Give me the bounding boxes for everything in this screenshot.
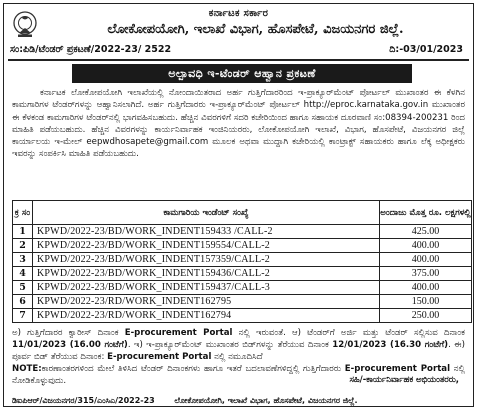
header-amount: ಅಂದಾಜು ಮೊತ್ತ ರೂ. ಲಕ್ಷಗಳಲ್ಲಿ [380, 201, 472, 225]
intro-text: ಕರ್ನಾಟಕ ಲೋಕೋಪಯೋಗಿ ಇಲಾಖೆಯಲ್ಲಿ ನೋಂದಾಯಿತರಾದ ಅರ್ಹ ಗುತ್ತಿಗೆದಾರರಿಂದ ಇ-ಪ್ರಾಕ್ಯೂರ್‌ಮೆಂಟ್ ಪೋರ್ಟಲ್ ಮುಖಾಂತರ ಈ ಕೆಳಗಿನ ಕಾಮಗಾರಿಗಳ ಟೆಂಡರ್‌ಗಳನ್ನು ಆಹ್ವಾನಿಸಲಾಗಿದೆ. ಅರ್ಹ ಗುತ್ತಿಗೆದಾರರು ಇ-ಪ್ರಾಕ್ಯೂರ್‌ಮೆಂಟ್ ಪೋರ್ಟಲ್ http://eproc.karnataka.gov.in ಮುಖಾಂತರ ಈ ಕೆಳಕಂಡ ಕಾಮಗಾರಿಗಳ ಟೆಂಡರ್‌ನಲ್ಲಿ ಭಾಗವಹಿಸಬಹುದು. ಹೆಚ್ಚಿನ ವಿವರಗಳಿಗೆ ಸದರಿ ಕಚೇರಿಯಿಂದ ಹಾಗೂ ಸಹಾಯಕ ದೂರವಾಣಿ ಸಂ:08394-200231 ರಿಂದ ಮಾಹಿತಿ ಪಡೆಯಬಹುದು. ಹೆಚ್ಚಿನ ವಿವರಗಳನ್ನು ಕಾರ್ಯನಿರ್ವಾಹಕ ಇಂಜಿನಿಯರರು, ಲೋಕೋಪಯೋಗಿ ಇಲಾಖೆ, ವಿಭಾಗ, ಹೊಸಪೇಟೆ, ವಿಜಯನಗರ ಜಿಲ್ಲೆ ಕಾರ್ಯಾಲಯ ಇ-ಮೇಲ್ eepwdhosapete@gmail.com ಮೂಲಕ ಅಥವಾ ಮುದ್ದಾಗಿ ಕಚೇರಿಯಲ್ಲಿ ಕಾಂಟ್ರಾಕ್ಟ್ ಸಹಾಯಕರು ಹಾಗೂ ಲೆಕ್ಕ ಅಧೀಕ್ಷಕರು ಇವರನ್ನು ಸಂಪರ್ಕಿಸಿ ಮಾಹಿತಿ ಪಡೆಯಬಹುದು. [12, 88, 465, 160]
row-indent: KPWD/2022-23/BD/WORK_INDENT159436/CALL-2 [33, 267, 380, 281]
note-segment: . ಇ) ಇ-ಪ್ರಾಕ್ಯೂರ್‌ಮೆಂಟ್ ಮುಖಾಂತರ ಬಿಡ್‌ಗಳನ್ನು ತೆರೆಯುವ ದಿನಾಂಕ [127, 340, 333, 350]
note-segment: ನಲ್ಲಿ ನಮೂದಿಸಿದೆ [211, 352, 263, 362]
row-amount: 400.00 [380, 239, 472, 253]
table-row [13, 295, 472, 309]
row-amount: 400.00 [380, 253, 472, 267]
header-work: ಕಾಮಗಾರಿಯ ಇಂಡೆಂಟ್ ಸಂಖ್ಯೆ [33, 201, 380, 225]
tender-notice [3, 3, 474, 407]
row-indent: KPWD/2022-23/BD/WORK_INDENT159437/CALL-3 [33, 281, 380, 295]
table-row [13, 309, 472, 323]
note-segment: ನಲ್ಲಿ ಇರುವಂತೆ. ಆ) ಟೆಂಡರ್‌ಗೆ ಅರ್ಜಿ ಮತ್ತು ಟೆಂಡರ್ ಸಲ್ಲಿಸುವ ದಿನಾಂಕ [232, 328, 465, 338]
department-title: ಲೋಕೋಪಯೋಗಿ, ಇಲಾಖೆ ವಿಭಾಗ, ಹೊಸಪೇಟೆ, ವಿಜಯನಗರ ಜಿಲ್ಲೆ. [107, 22, 404, 37]
note-segment: ಅ) ಗುತ್ತಿಗೆದಾರರ ಕ್ವಾರೀಸ್ ದಿನಾಂಕ [12, 328, 125, 338]
works-table [12, 200, 472, 323]
government-title: ಕರ್ನಾಟಕ ಸರ್ಕಾರ [208, 8, 269, 19]
submission-date: 11/01/2023 [12, 340, 67, 350]
table-row [13, 281, 472, 295]
portal-name: E-procurement Portal [107, 352, 212, 362]
row-indent: KPWD/2022-23/RD/WORK_INDENT162794 [33, 309, 380, 323]
opening-time: (16.30 ಗಂಟೆಗೆ) [386, 340, 449, 350]
reference-number: ಸಂ:ಪಿಡಿ/ಟೆಂಡರ್ ಪ್ರಕಟಣೆ/2022-23/ 2522 [10, 44, 172, 55]
row-indent: KPWD/2022-23/BD/WORK_INDENT159554/CALL-2 [33, 239, 380, 253]
signatory-title: ಸಹಿ/-ಕಾರ್ಯನಿರ್ವಾಹಕ ಅಭಿಯಂತರರು, [349, 374, 459, 384]
row-sl: 2 [13, 239, 33, 253]
row-amount: 400.00 [380, 281, 472, 295]
table-header-row [13, 201, 472, 225]
table-row [13, 253, 472, 267]
note-label: NOTE: [12, 364, 42, 374]
opening-date: 12/01/2023 [332, 340, 387, 350]
row-sl: 6 [13, 295, 33, 309]
row-indent: KPWD/2022-23/BD/WORK_INDENT159433 /CALL-2 [33, 225, 380, 239]
portal-name: E-procurement Portal [124, 328, 233, 338]
row-amount: 250.00 [380, 309, 472, 323]
dipr-code: ಡಿಐಪಿಆರ್/ವಿಜಯನಗರ/315/ಎಂಸಿಎ/2022-23 [12, 396, 155, 405]
portal-name: E-procurement Portal [344, 364, 451, 374]
table-row [13, 225, 472, 239]
note-text: ಕಾರಣಾಂತರಗಳಿಂದ ಮೇಲೆ ತಿಳಿಸಿದ ಟೆಂಡರ್ ದಿನಾಂಕಗಳು ಹಾಗೂ ಇತರೆ ಬದಲಾವಣೆಗಳಿದ್ದಲ್ಲಿ ಗುತ್ತಿಗೆದಾರರು [41, 364, 345, 374]
row-sl: 7 [13, 309, 33, 323]
footer-row [12, 396, 465, 406]
table-row [13, 239, 472, 253]
header-divider [8, 59, 469, 61]
intro-paragraph [12, 87, 465, 161]
row-sl: 3 [13, 253, 33, 267]
notice-date: ದಿ:-03/01/2023 [389, 44, 463, 55]
row-amount: 425.00 [380, 225, 472, 239]
row-indent: KPWD/2022-23/RD/WORK_INDENT162795 [33, 295, 380, 309]
footer-office: ಲೋಕೋಪಯೋಗಿ, ಇಲಾಖೆ ವಿಭಾಗ, ಹೊಸಪೇಟೆ, ವಿಜಯನಗರ ಜಿಲ್ಲೆ. [174, 396, 358, 405]
submission-time: (16.00 ಗಂಟೆಗೆ) [66, 340, 128, 350]
signature-block [199, 374, 459, 385]
schedule-text [12, 327, 465, 363]
note-text: ನಲ್ಲಿ ನೋಡಿಕೊಳ್ಳುವುದು. [12, 364, 465, 386]
row-sl: 4 [13, 267, 33, 281]
row-amount: 375.00 [380, 267, 472, 281]
notice-banner: ಅಲ್ಪಾವಧಿ ಇ-ಟೆಂಡರ್ ಆಹ್ವಾನ ಪ್ರಕಟಣೆ [72, 64, 412, 83]
reference-row [10, 44, 467, 58]
row-amount: 150.00 [380, 295, 472, 309]
row-sl: 1 [13, 225, 33, 239]
row-indent: KPWD/2022-23/BD/WORK_INDENT157359/CALL-2 [33, 253, 380, 267]
header-sl: ಕ್ರ ಸಂ [13, 201, 33, 225]
table-row [13, 267, 472, 281]
note-segment: . ಈ) ಪೂರ್ವ ಬಿಡ್ ತೆರೆಯುವ ದಿನಾಂಕ: [12, 340, 465, 362]
row-sl: 5 [13, 281, 33, 295]
